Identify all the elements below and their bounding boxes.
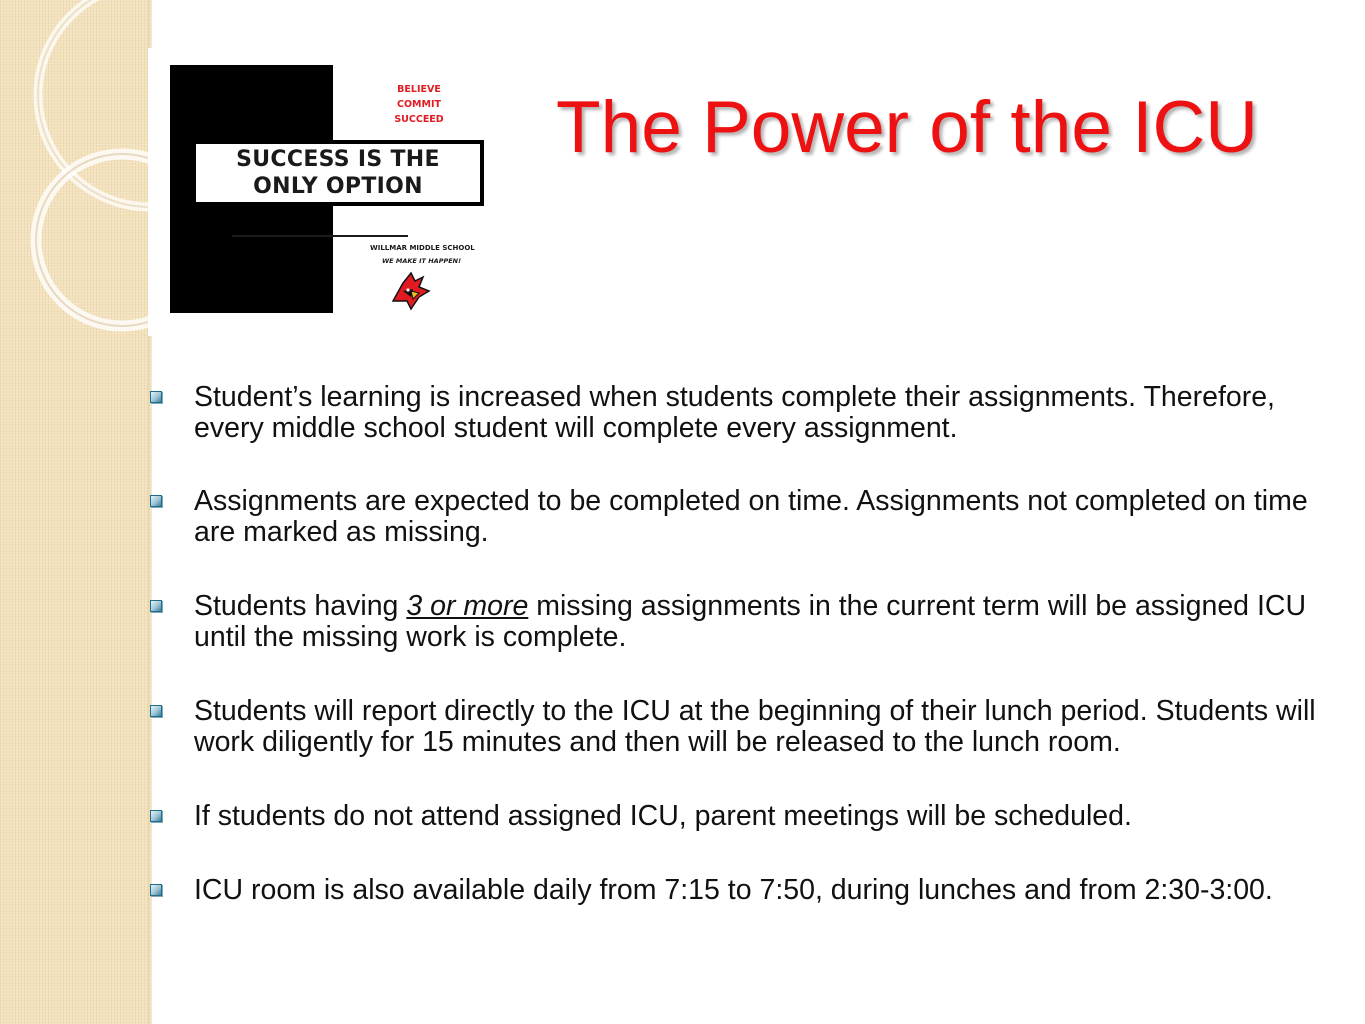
bullet-text: ICU room is also available daily from 7:15 to 7:50, during lunches and from 2:30-3:00. bbox=[194, 874, 1273, 906]
logo-school-name: WILLMAR MIDDLE SCHOOL bbox=[370, 244, 475, 252]
checkbox-bullet-icon bbox=[150, 705, 162, 717]
logo-believe-commit-succeed bbox=[384, 82, 454, 127]
bullet-list bbox=[148, 382, 1338, 906]
list-item bbox=[148, 696, 1338, 758]
decorative-side-band bbox=[0, 0, 148, 1024]
bullet-text bbox=[194, 591, 1338, 653]
logo-believe: BELIEVE bbox=[397, 84, 441, 95]
list-item bbox=[148, 801, 1338, 832]
bullet-text: Assignments are expected to be completed on time. Assignments not completed on time are marked as missing. bbox=[194, 485, 1308, 548]
logo-commit: COMMIT bbox=[397, 99, 441, 110]
logo-divider bbox=[232, 235, 408, 237]
logo-slogan-line1: SUCCESS IS THE bbox=[236, 147, 440, 172]
logo-succeed: SUCCEED bbox=[394, 114, 444, 125]
checkbox-bullet-icon bbox=[150, 884, 162, 896]
cardinal-icon bbox=[389, 271, 433, 313]
list-item bbox=[148, 875, 1338, 906]
checkbox-bullet-icon bbox=[150, 600, 162, 612]
list-item bbox=[148, 382, 1338, 444]
bullet-text-after: missing assignments in the current term will be assigned ICU until the missing work is complete. bbox=[194, 590, 1307, 653]
list-item bbox=[148, 486, 1338, 548]
bullet-text-before: Students having bbox=[194, 590, 407, 622]
school-logo bbox=[148, 48, 488, 336]
logo-slogan-line2: ONLY OPTION bbox=[253, 174, 423, 199]
slide-title: The Power of the ICU bbox=[556, 87, 1258, 168]
checkbox-bullet-icon bbox=[150, 391, 162, 403]
bullet-text: If students do not attend assigned ICU, parent meetings will be scheduled. bbox=[194, 800, 1132, 832]
logo-slogan-box bbox=[192, 140, 484, 206]
bullet-text: Students will report directly to the ICU at the beginning of their lunch period. Students will work diligently for 15 minutes and then will be released to the lunch room. bbox=[194, 695, 1316, 758]
bullet-text: Student’s learning is increased when students complete their assignments. Therefore, every middle school student will complete every assignment. bbox=[194, 381, 1275, 444]
list-item bbox=[148, 591, 1338, 653]
checkbox-bullet-icon bbox=[150, 810, 162, 822]
emphasis-text: 3 or more bbox=[406, 590, 529, 622]
checkbox-bullet-icon bbox=[150, 495, 162, 507]
logo-motto: WE MAKE IT HAPPEN! bbox=[382, 257, 462, 265]
